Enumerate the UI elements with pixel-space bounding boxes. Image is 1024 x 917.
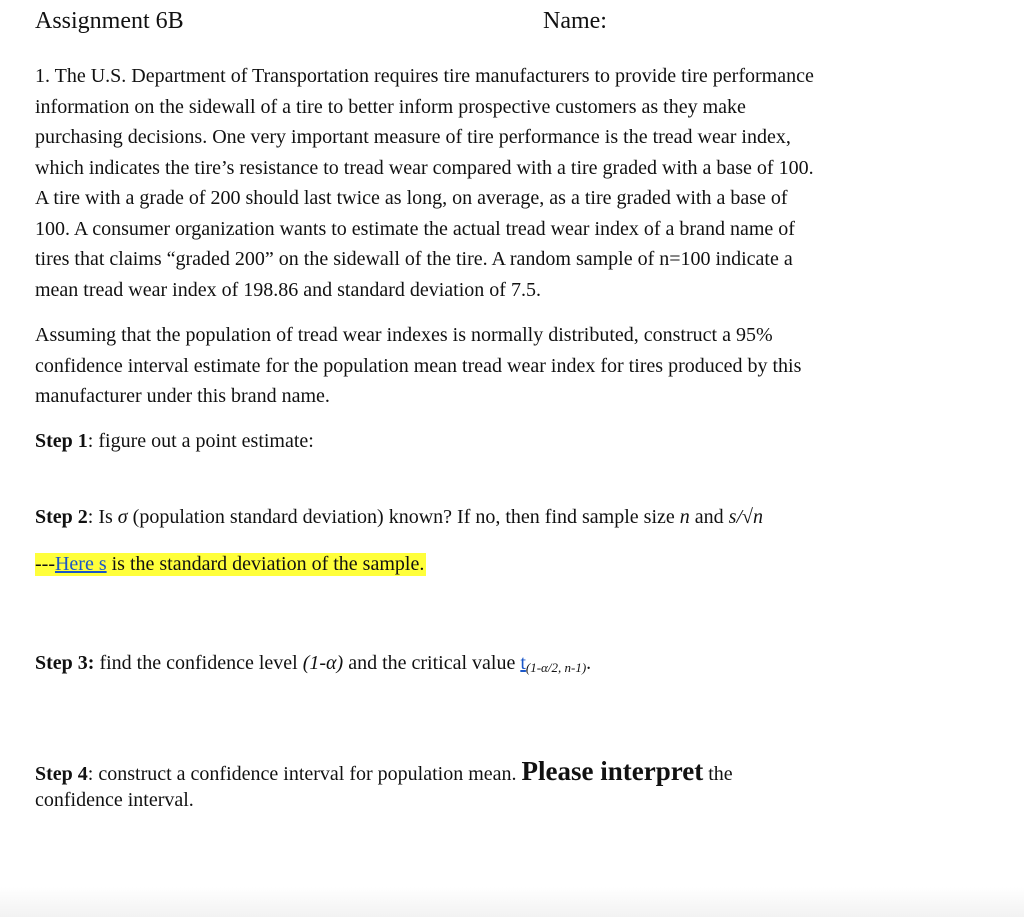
step-2-note: [35, 553, 426, 576]
problem-line: purchasing decisions. One very important measure of tire performance is the tread wear index,: [35, 126, 791, 148]
step-2: [35, 506, 763, 529]
n-symbol: n: [679, 506, 690, 528]
assumption-paragraph: [35, 320, 935, 412]
problem-line: tires that claims “graded 200” on the sidewall of the tire. A random sample of n=100 indicate a: [35, 248, 793, 270]
step-3-end: .: [586, 652, 592, 674]
problem-line: mean tread wear index of 198.86 and standard deviation of 7.5.: [35, 278, 541, 301]
note-prefix: ---: [35, 553, 55, 575]
problem-line: A tire with a grade of 200 should last twice as long, on average, as a tire graded with a base of: [35, 187, 788, 209]
step-3: [35, 652, 591, 676]
confidence-level-symbol: (1-α): [302, 652, 344, 674]
assumption-line: manufacturer under this brand name.: [35, 385, 330, 407]
problem-line: which indicates the tire’s resistance to tread wear compared with a tire graded with a base of 100.: [35, 156, 814, 179]
step-2-text: and: [689, 506, 729, 528]
step-1: [35, 430, 314, 453]
assumption-line: Assuming that the population of tread wear indexes is normally distributed, construct a 95%: [35, 324, 773, 346]
step-4-text: the: [703, 763, 733, 785]
page-bottom-shade: [0, 887, 1024, 917]
step-3-text: and the critical value: [343, 652, 521, 674]
t-symbol[interactable]: t: [520, 652, 526, 674]
step-3-label: Step 3:: [35, 652, 95, 674]
problem-line: information on the sidewall of a tire to better inform prospective customers as they make: [35, 95, 746, 118]
assumption-line: confidence interval estimate for the population mean tread wear index for tires produced by this: [35, 354, 802, 377]
step-4-line-2: confidence interval.: [35, 789, 194, 811]
interpret-emphasis: Please interpret: [521, 756, 704, 786]
step-2-label: Step 2: [35, 506, 88, 528]
problem-statement: [35, 61, 935, 305]
step-2-text: (population standard deviation) known? If no, then find sample size: [127, 506, 680, 528]
note-text: is the standard deviation of the sample.: [106, 553, 425, 575]
step-4-label: Step 4: [35, 763, 88, 785]
step-4: [35, 755, 733, 791]
step-4-text: : construct a confidence interval for population mean.: [87, 763, 522, 785]
s-over-root-n: s/√n: [728, 506, 763, 528]
note-link[interactable]: Here s: [54, 553, 107, 575]
assignment-title: Assignment 6B: [35, 8, 184, 34]
step-1-text: : figure out a point estimate:: [87, 430, 314, 452]
t-subscript: (1-α/2, n-1): [525, 660, 587, 675]
problem-line: 100. A consumer organization wants to estimate the actual tread wear index of a brand name of: [35, 217, 795, 240]
step-3-text: find the confidence level: [94, 652, 303, 674]
problem-line: 1. The U.S. Department of Transportation requires tire manufacturers to provide tire performance: [35, 65, 814, 87]
step-1-label: Step 1: [35, 430, 88, 452]
name-label: Name:: [543, 8, 607, 34]
highlighted-note: [35, 553, 426, 576]
step-2-text: : Is: [87, 506, 118, 528]
sigma-symbol: σ: [117, 506, 128, 528]
